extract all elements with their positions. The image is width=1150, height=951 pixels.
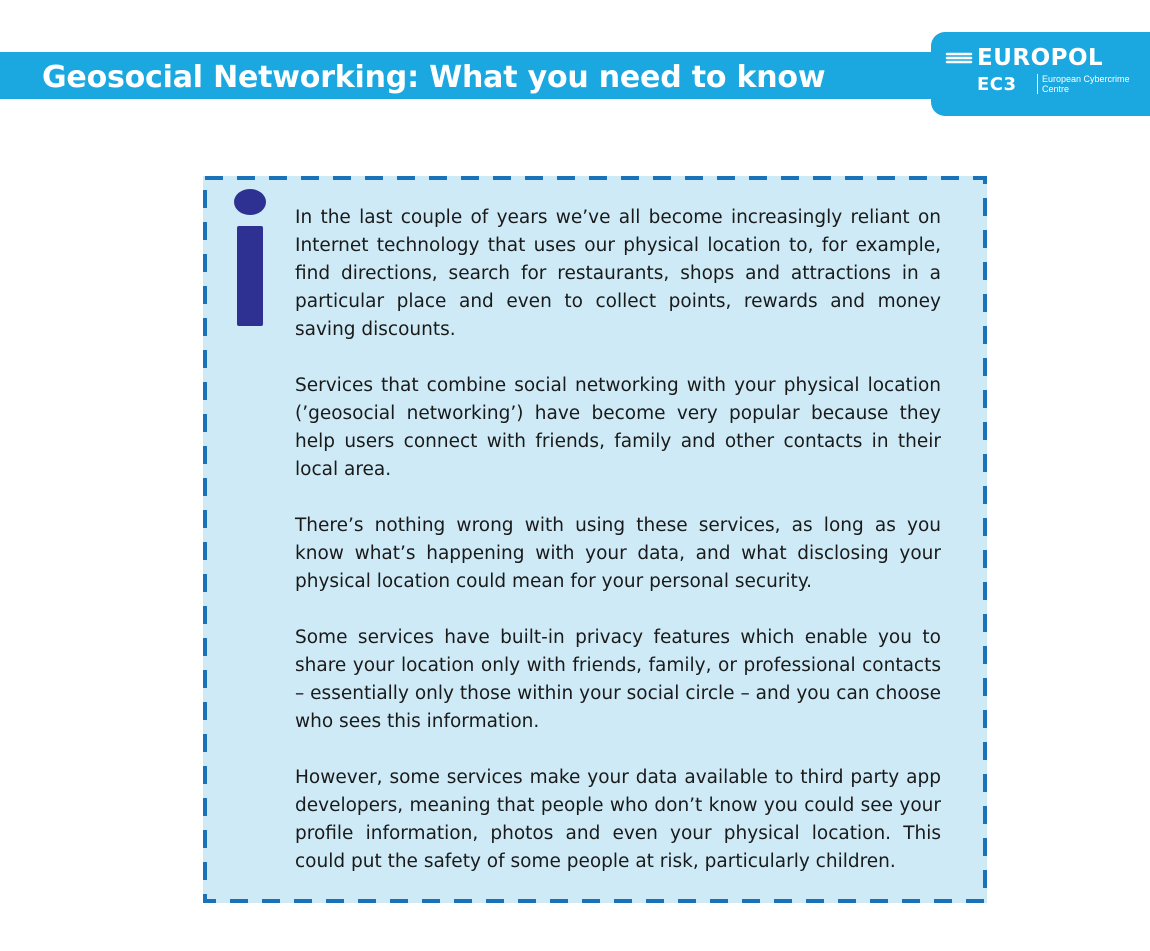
info-paragraph-3: There’s nothing wrong with using these services, as long as you know what’s happening with your data, and what disclosing your physical location could mean for your personal security. [295, 515, 941, 592]
info-paragraph-5: However, some services make your data available to third party app developers, meaning that people who don’t know you could see your profile information, photos and even your physical location. This could put the safety of some people at risk, particularly children. [295, 767, 941, 872]
info-paragraph-4: Some services have built-in privacy features which enable you to share your location only with friends, family, or professional contacts – essentially only those within your social circle – and you can choose who sees this information. [295, 627, 941, 732]
info-box [203, 176, 987, 903]
info-paragraph-1: In the last couple of years we’ve all become increasingly reliant on Internet technology that uses our physical location to, for example, find directions, search for restaurants, shops and attractions in a particular place and even to collect points, rewards and money saving discounts. [295, 207, 941, 340]
logo-sub: EC3 [977, 74, 1017, 95]
europol-logo [931, 32, 1150, 116]
europol-wave-icon [945, 51, 973, 65]
info-text [295, 204, 941, 876]
logo-caption [1042, 74, 1147, 94]
info-paragraph-2: Services that combine social networking with your physical location (’geosocial networking’) have become very popular because they help users connect with friends, family and other contacts in their local area. [295, 375, 941, 480]
logo-caption-line1: European Cybercrime [1042, 74, 1130, 84]
logo-caption-line2: Centre [1042, 84, 1070, 94]
logo-brand: EUROPOL [977, 45, 1104, 71]
logo-divider [1037, 74, 1038, 94]
info-i-icon [233, 188, 267, 328]
page-title: Geosocial Networking: What you need to know [42, 60, 826, 95]
